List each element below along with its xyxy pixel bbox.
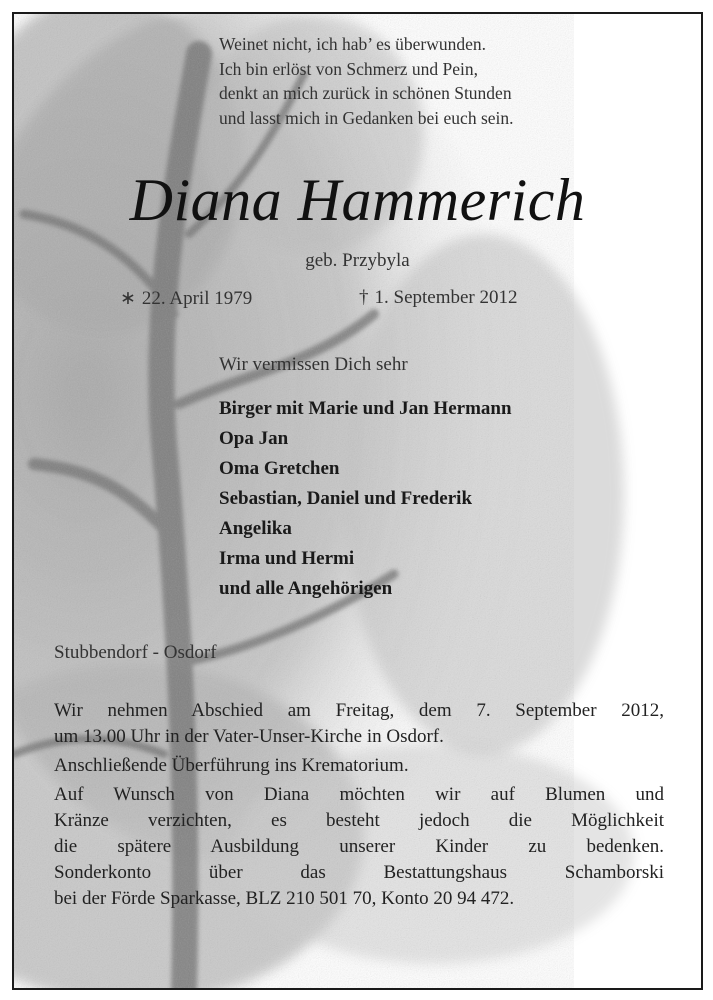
mourners-list [219, 394, 512, 604]
death-cross-icon: † [359, 287, 369, 308]
verse-line: denkt an mich zurück in schönen Stunden [219, 83, 512, 103]
text-line: Wir nehmen Abschied am Freitag, dem 7. September 2012, [54, 700, 664, 721]
mourner-name: Oma Gretchen [219, 458, 340, 479]
text-line: um 13.00 Uhr in der Vater-Unser-Kirche in Osdorf. [54, 726, 444, 747]
birth-date-group [120, 287, 252, 310]
text-line: Kränze verzichten, es besteht jedoch die Möglichkeit [54, 810, 664, 831]
verse-line: Ich bin erlöst von Schmerz und Pein, [219, 58, 479, 79]
mourner-name: Opa Jan [219, 428, 289, 449]
funeral-date-paragraph [54, 698, 664, 750]
death-date: 1. September 2012 [374, 287, 518, 308]
deceased-name: Diana Hammerich [129, 167, 586, 233]
place-of-residence: Stubbendorf - Osdorf [54, 642, 217, 663]
obituary-notice [12, 12, 703, 990]
death-date-group [359, 287, 518, 309]
donation-paragraph [54, 782, 664, 912]
maiden-name: geb. Przybyla [305, 250, 410, 271]
transfer-paragraph: Anschließende Überführung ins Krematorium. [54, 755, 409, 776]
text-line: Sonderkonto über das Bestattungshaus Schamborski [54, 862, 664, 883]
birth-date: 22. April 1979 [141, 288, 253, 309]
memorial-verse [219, 32, 514, 130]
text-line: bei der Förde Sparkasse, BLZ 210 501 70, Konto 20 94 472. [54, 888, 515, 909]
verse-line: und lasst mich in Gedanken bei euch sein. [219, 107, 514, 128]
mourner-name: Sebastian, Daniel und Frederik [219, 488, 473, 509]
text-line: die spätere Ausbildung unserer Kinder zu bedenken. [54, 836, 664, 857]
birth-star-icon: ∗ [120, 288, 136, 309]
text-line: Auf Wunsch von Diana möchten wir auf Blumen und [54, 784, 664, 805]
mourner-name: Angelika [219, 518, 292, 539]
mourner-name: Birger mit Marie und Jan Hermann [219, 398, 512, 419]
mourners-intro: Wir vermissen Dich sehr [219, 354, 408, 375]
mourner-name: Irma und Hermi [219, 548, 355, 569]
verse-line: Weinet nicht, ich hab’ es überwunden. [219, 34, 486, 54]
mourner-name: und alle Angehörigen [219, 578, 393, 599]
funeral-information [54, 698, 664, 915]
